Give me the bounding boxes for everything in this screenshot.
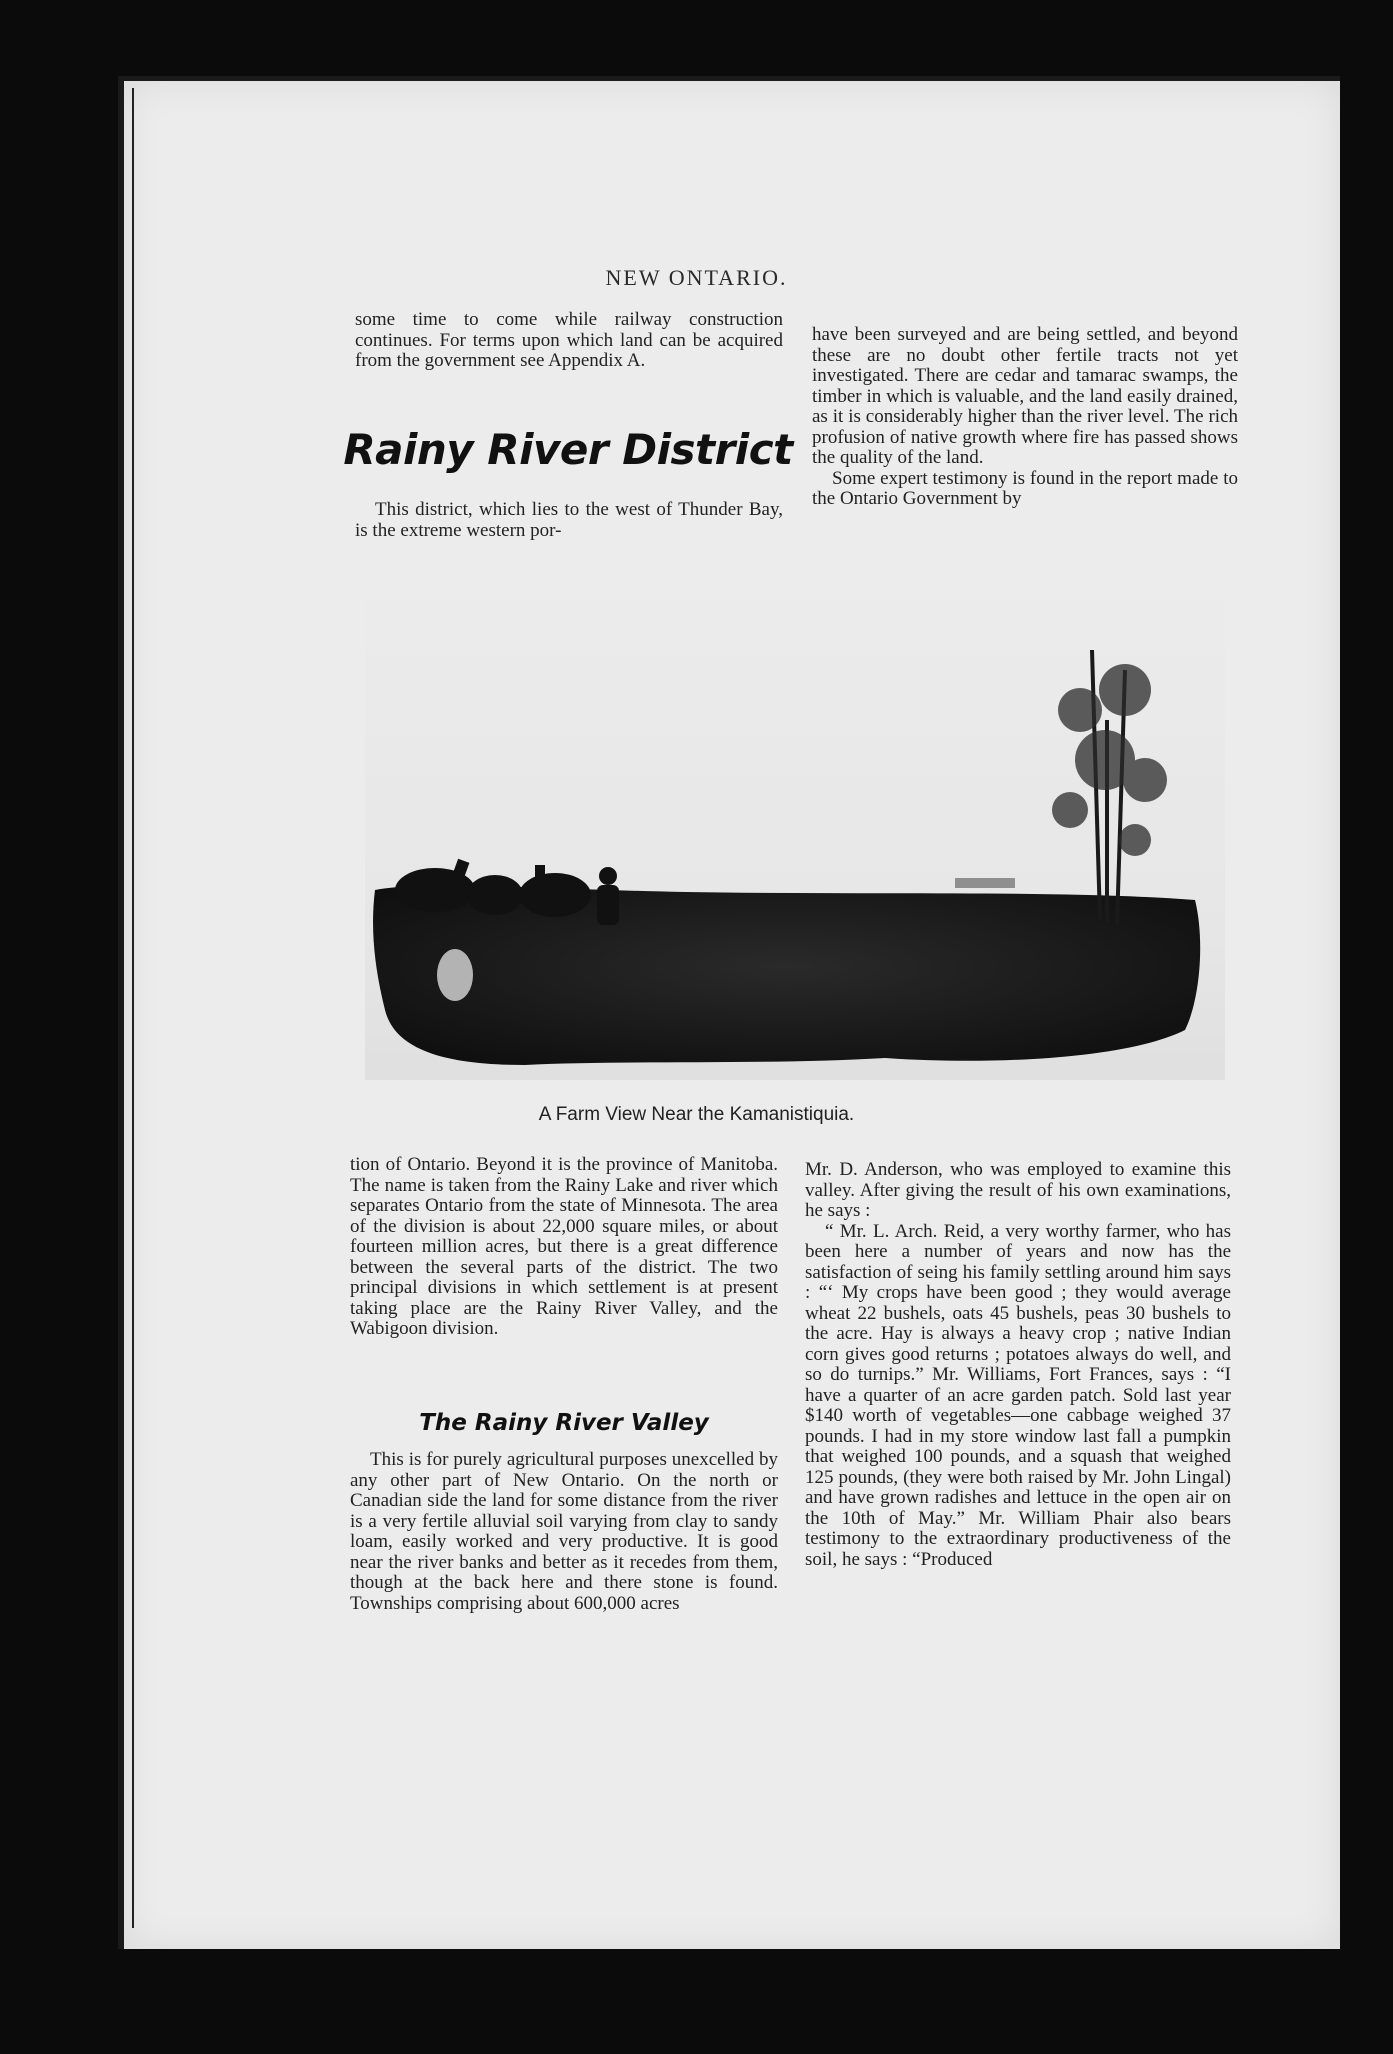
paragraph: some time to come while railway construction continues. For terms upon which land can be acquired from the government see Appendix A. <box>355 309 783 371</box>
subsection-title: The Rainy River Valley <box>419 1410 709 1436</box>
column-bottom-left-valley <box>350 1450 778 1614</box>
running-head: NEW ONTARIO. <box>605 265 788 290</box>
paragraph: This district, which lies to the west of Thunder Bay, is the extreme western por- <box>355 499 783 541</box>
paragraph: “ Mr. L. Arch. Reid, a very worthy farmer, who has been here a number of years and now has the satisfaction of seing his family settling around him says : “‘ My crops have been good ; they would average wheat 22 bushels, oats 45 bushels, peas 30 bushels to the acre. Hay is always a heavy crop ; native Indian corn gives good returns ; potatoes always do well, and so do turnips.” Mr. Williams, Fort Frances, says : “I have a quarter of an acre garden patch. Sold last year $140 worth of vegetables—one cabbage weighed 37 pounds. I had in my store window last fall a pumpkin that weighed 100 pounds, and a squash that weighed 125 pounds, (they were both raised by Mr. John Lingal) and have grown radishes and lettuce in the open air on the 10th of May.” Mr. William Phair also bears testimony to the extraordinary productiveness of the soil, he says : “Produced <box>805 1220 1231 1570</box>
paragraph: Some expert testimony is found in the report made to the Ontario Government by <box>812 467 1238 509</box>
column-top-left <box>355 310 783 372</box>
paragraph: tion of Ontario. Beyond it is the province of Manitoba. The name is taken from the Rainy Lake and river which separates Ontario from the state of Minnesota. The area of the division is about 22,000 square miles, or about fourteen million acres, but there is a great difference between the several parts of the district. The two principal divisions in which settlement is at present taking place are the Rainy River Valley, and the Wabigoon division. <box>350 1154 778 1339</box>
paragraph: Mr. D. Anderson, who was employed to examine this valley. After giving the result of his own examinations, he says : <box>805 1159 1231 1221</box>
column-top-right <box>812 325 1238 510</box>
column-top-left-intro <box>355 500 783 541</box>
farm-photo <box>365 560 1225 1080</box>
paragraph: have been surveyed and are being settled, and beyond these are no doubt other fertile tracts not yet investigated. There are cedar and tamarac swamps, the timber in which is valuable, and the land easily drained, as it is considerably higher than the river level. The rich profusion of native growth where fire has passed shows the quality of the land. <box>812 324 1238 468</box>
section-title: Rainy River District <box>343 425 793 474</box>
column-bottom-right <box>805 1160 1231 1570</box>
column-bottom-left <box>350 1155 778 1340</box>
photo-caption: A Farm View Near the Kamanistiquia. <box>538 1104 855 1125</box>
page-border-rule <box>132 88 134 1928</box>
paragraph: This is for purely agricultural purposes unexcelled by any other part of New Ontario. On the north or Canadian side the land for some distance from the river is a very fertile alluvial soil varying from clay to sandy loam, easily worked and very productive. It is good near the river banks and better as it recedes from them, though at the back here and there stone is found. Townships comprising about 600,000 acres <box>350 1449 778 1614</box>
